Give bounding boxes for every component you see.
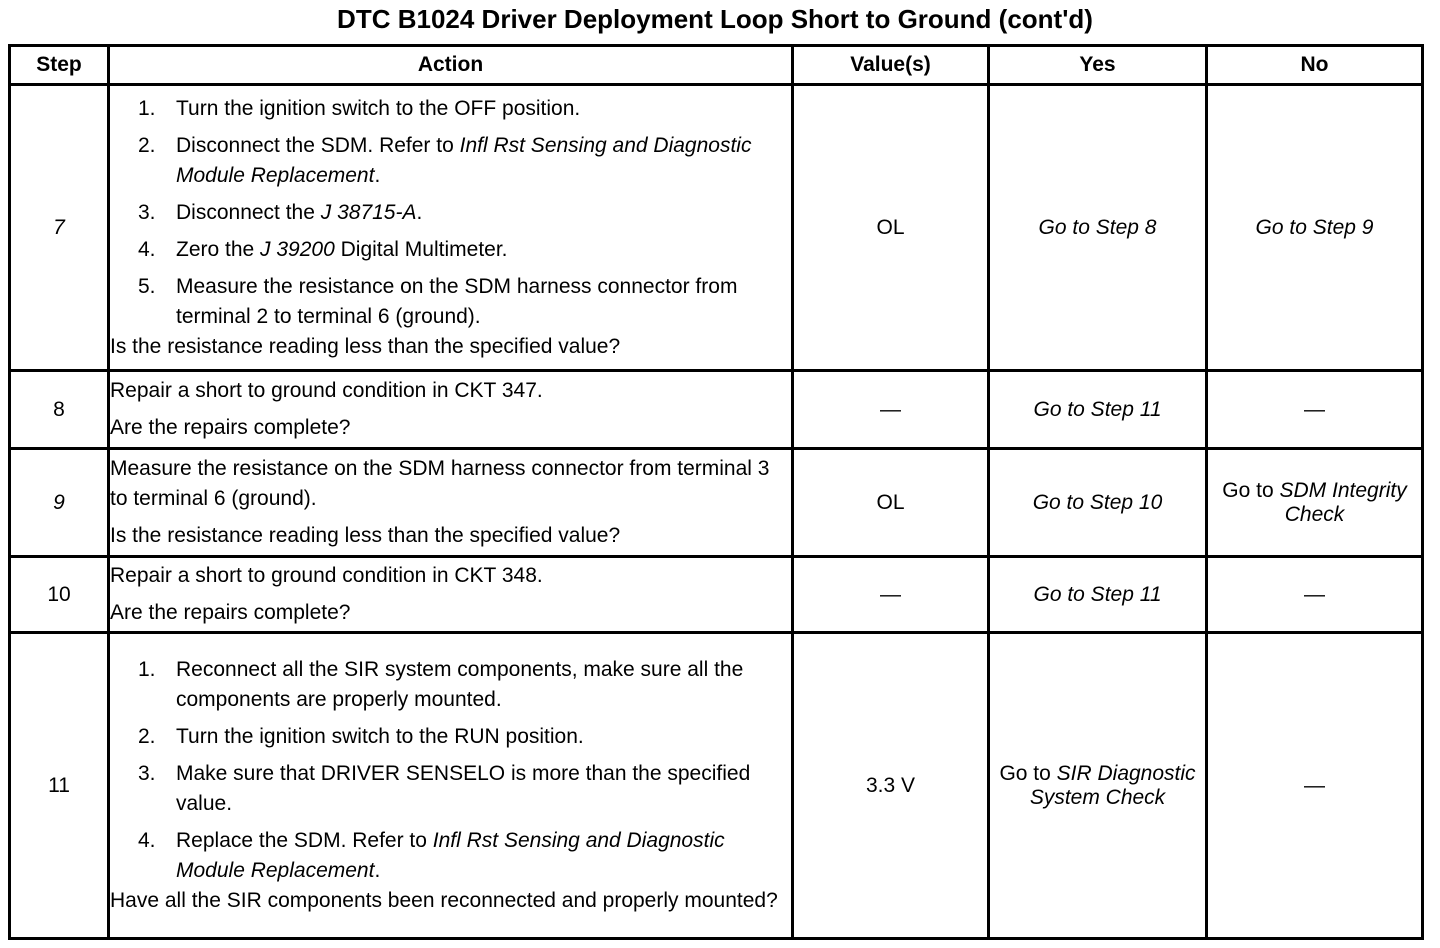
list-item: 3. Make sure that DRIVER SENSELO is more than the specified value. [138,762,751,815]
step-number: 7 [10,85,109,371]
no-cell: Go to Step 9 [1207,85,1423,371]
step-number: 9 [10,449,109,557]
table-row [10,449,1423,557]
value-cell: — [793,557,989,633]
list-item: 4. Zero the J 39200 Digital Multimeter. [138,237,508,261]
value-cell: — [793,371,989,449]
table-row [10,371,1423,449]
value-cell: OL [793,85,989,371]
step-number: 10 [10,557,109,633]
no-cell: — [1207,371,1423,449]
yes-cell: Go to Step 8 [989,85,1207,371]
list-item: 4. Replace the SDM. Refer to Infl Rst Sensing and Diagnostic Module Replacement. [138,829,725,882]
list-item: 3. Disconnect the J 38715-A. [138,200,423,224]
list-item: 5. Measure the resistance on the SDM harness connector from terminal 2 to terminal 6 (ground). [138,274,738,328]
header-action: Action [109,46,793,85]
table-row [10,557,1423,633]
list-item: 1. Reconnect all the SIR system components, make sure all the components are properly mounted. [138,658,744,711]
yes-cell: Go to SIR Diagnostic System Check [989,633,1207,939]
question-text: Are the repairs complete? [110,416,351,439]
header-values: Value(s) [793,46,989,85]
step-number: 8 [10,371,109,449]
question-text: Are the repairs complete? [110,601,351,624]
question-text: Is the resistance reading less than the specified value? [110,334,621,358]
action-cell: Measure the resistance on the SDM harness connector from terminal 3 to terminal 6 (ground). Is the resistance reading less than the specified value? [109,449,793,557]
question-text: Have all the SIR components been reconnected and properly mounted? [110,889,778,912]
list-item: 1. Turn the ignition switch to the OFF position. [138,96,581,120]
page-title: DTC B1024 Driver Deployment Loop Short to Ground (cont'd) [337,4,1093,34]
action-cell [109,85,793,371]
table-header-row [10,46,1423,85]
no-cell: — [1207,633,1423,939]
action-cell: Repair a short to ground condition in CKT 347. Are the repairs complete? [109,371,793,449]
action-list [110,655,791,886]
yes-cell: Go to Step 11 [989,557,1207,633]
action-cell: Repair a short to ground condition in CKT 348. Are the repairs complete? [109,557,793,633]
table-row [10,633,1423,939]
action-cell [109,633,793,939]
yes-cell: Go to Step 11 [989,371,1207,449]
table-row [10,85,1423,371]
header-step: Step [10,46,109,85]
list-item: 2. Turn the ignition switch to the RUN position. [138,725,584,748]
yes-cell: Go to Step 10 [989,449,1207,557]
diagnostic-table [8,44,1424,940]
action-list [110,94,791,332]
step-number: 11 [10,633,109,939]
no-cell: Go to SDM Integrity Check [1207,449,1423,557]
header-no: No [1207,46,1423,85]
header-yes: Yes [989,46,1207,85]
no-cell: — [1207,557,1423,633]
value-cell: OL [793,449,989,557]
list-item: 2. Disconnect the SDM. Refer to Infl Rst Sensing and Diagnostic Module Replacement. [138,133,752,187]
value-cell: 3.3 V [793,633,989,939]
question-text: Is the resistance reading less than the specified value? [110,524,621,547]
